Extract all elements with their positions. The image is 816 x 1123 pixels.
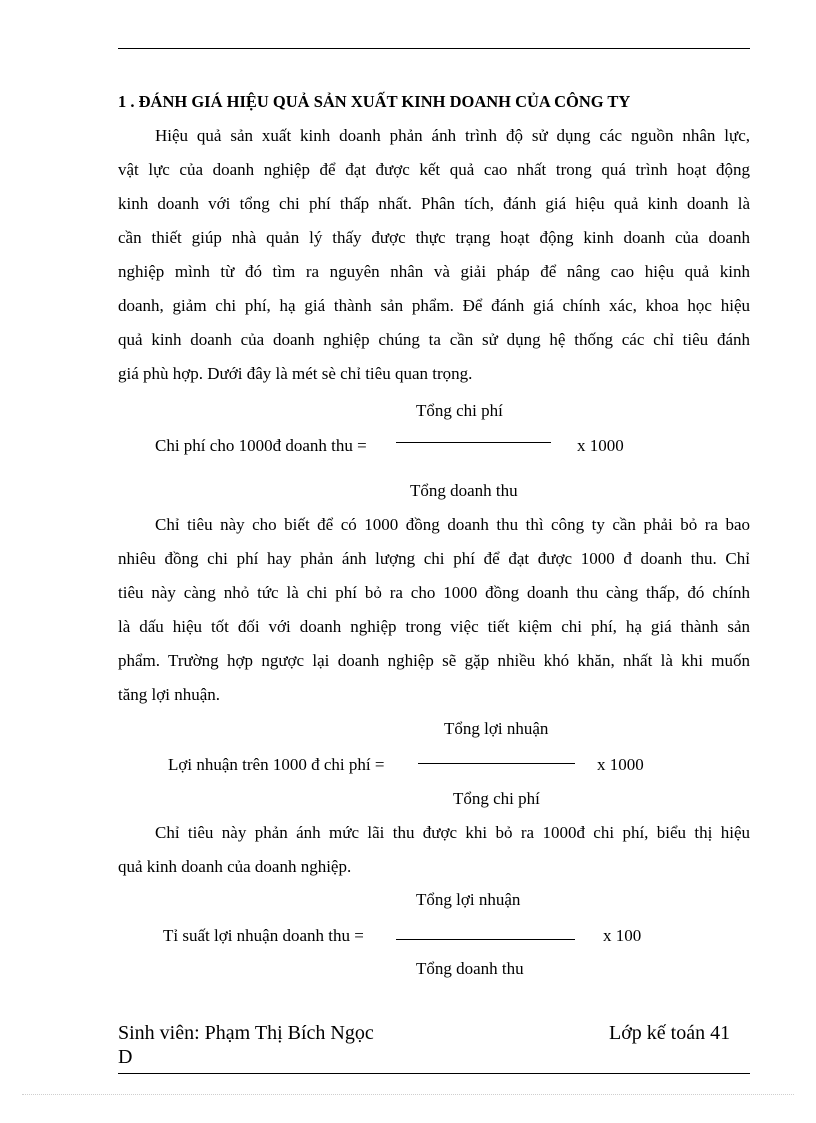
footer-student: Sinh viên: Phạm Thị Bích Ngọc	[118, 1022, 374, 1044]
paragraph-2-line: Chỉ tiêu này cho biết để có 1000 đồng doanh thu thì công ty cần phải bỏ ra bao	[155, 515, 750, 534]
paragraph-2-line: là dấu hiệu tốt đối với doanh nghiệp trong việc tiết kiệm chi phí, hạ giá thành sản	[118, 617, 750, 636]
formula-1-multiplier: x 1000	[577, 436, 624, 455]
paragraph-2-line: phẩm. Trường hợp ngược lại doanh nghiệp sẽ gặp nhiều khó khăn, nhất là khi muốn	[118, 651, 750, 670]
formula-1-label: Chi phí cho 1000đ doanh thu =	[155, 436, 367, 455]
formula-2-denominator: Tổng chi phí	[453, 789, 540, 808]
formula-2-multiplier: x 1000	[597, 755, 644, 774]
formula-2-fraction-bar	[418, 763, 575, 764]
formula-1-denominator: Tổng doanh thu	[410, 481, 518, 500]
formula-1-fraction-bar	[396, 442, 551, 443]
paragraph-1-line: vật lực của doanh nghiệp để đạt được kết quả cao nhất trong quá trình hoạt động	[118, 160, 750, 179]
page-edge-divider	[22, 1094, 794, 1095]
paragraph-3	[118, 816, 750, 884]
paragraph-2-line: tăng lợi nhuận.	[118, 685, 220, 704]
formula-3-label: Tỉ suất lợi nhuận doanh thu =	[163, 926, 364, 945]
paragraph-3-line: quả kinh doanh của doanh nghiệp.	[118, 857, 352, 876]
paragraph-1-line: doanh, giảm chi phí, hạ giá thành sản phẩm. Để đánh giá chính xác, khoa học hiệu	[118, 296, 750, 315]
paragraph-1-line: Hiệu quả sản xuất kinh doanh phản ánh trình độ sử dụng các nguồn nhân lực,	[155, 126, 750, 145]
section-heading: 1 . ĐÁNH GIÁ HIỆU QUẢ SẢN XUẤT KINH DOANH CỦA CÔNG TY	[118, 92, 631, 111]
paragraph-1	[118, 119, 750, 391]
formula-3-fraction-bar	[396, 939, 575, 940]
footer-student-continuation: D	[118, 1046, 133, 1068]
paragraph-1-line: quả kinh doanh của doanh nghiệp chúng ta cần sử dụng hệ thống các chỉ tiêu đánh	[118, 330, 750, 349]
formula-3-multiplier: x 100	[603, 926, 642, 945]
paragraph-1-line: cần thiết giúp nhà quản lý thấy được thực trạng hoạt động kinh doanh của doanh	[118, 228, 750, 247]
footer-rule	[118, 1073, 750, 1074]
paragraph-2	[118, 508, 750, 712]
formula-3-denominator: Tổng doanh thu	[416, 959, 524, 978]
header-rule	[118, 48, 750, 49]
paragraph-1-line: kinh doanh với tổng chi phí thấp nhất. Phân tích, đánh giá hiệu quả kinh doanh là	[118, 194, 750, 213]
paragraph-2-line: tiêu này càng nhỏ tức là chi phí bỏ ra cho 1000 đồng doanh thu càng thấp, đó chính	[118, 583, 750, 602]
paragraph-3-line: Chỉ tiêu này phản ánh mức lãi thu được khi bỏ ra 1000đ chi phí, biểu thị hiệu	[155, 823, 750, 842]
formula-2-numerator: Tổng lợi nhuận	[444, 719, 549, 738]
paragraph-2-line: nhiêu đồng chi phí hay phản ánh lượng chi phí để đạt được 1000 đ doanh thu. Chỉ	[118, 549, 750, 568]
formula-2-label: Lợi nhuận trên 1000 đ chi phí =	[168, 755, 385, 774]
paragraph-1-line: giá phù hợp. Dưới đây là mét sè chỉ tiêu quan trọng.	[118, 364, 473, 383]
footer-class: Lớp kế toán 41	[609, 1022, 731, 1044]
formula-1-numerator: Tổng chi phí	[416, 401, 503, 420]
formula-3-numerator: Tổng lợi nhuận	[416, 890, 521, 909]
paragraph-1-line: nghiệp mình từ đó tìm ra nguyên nhân và giải pháp để nâng cao hiệu quả kinh	[118, 262, 750, 281]
